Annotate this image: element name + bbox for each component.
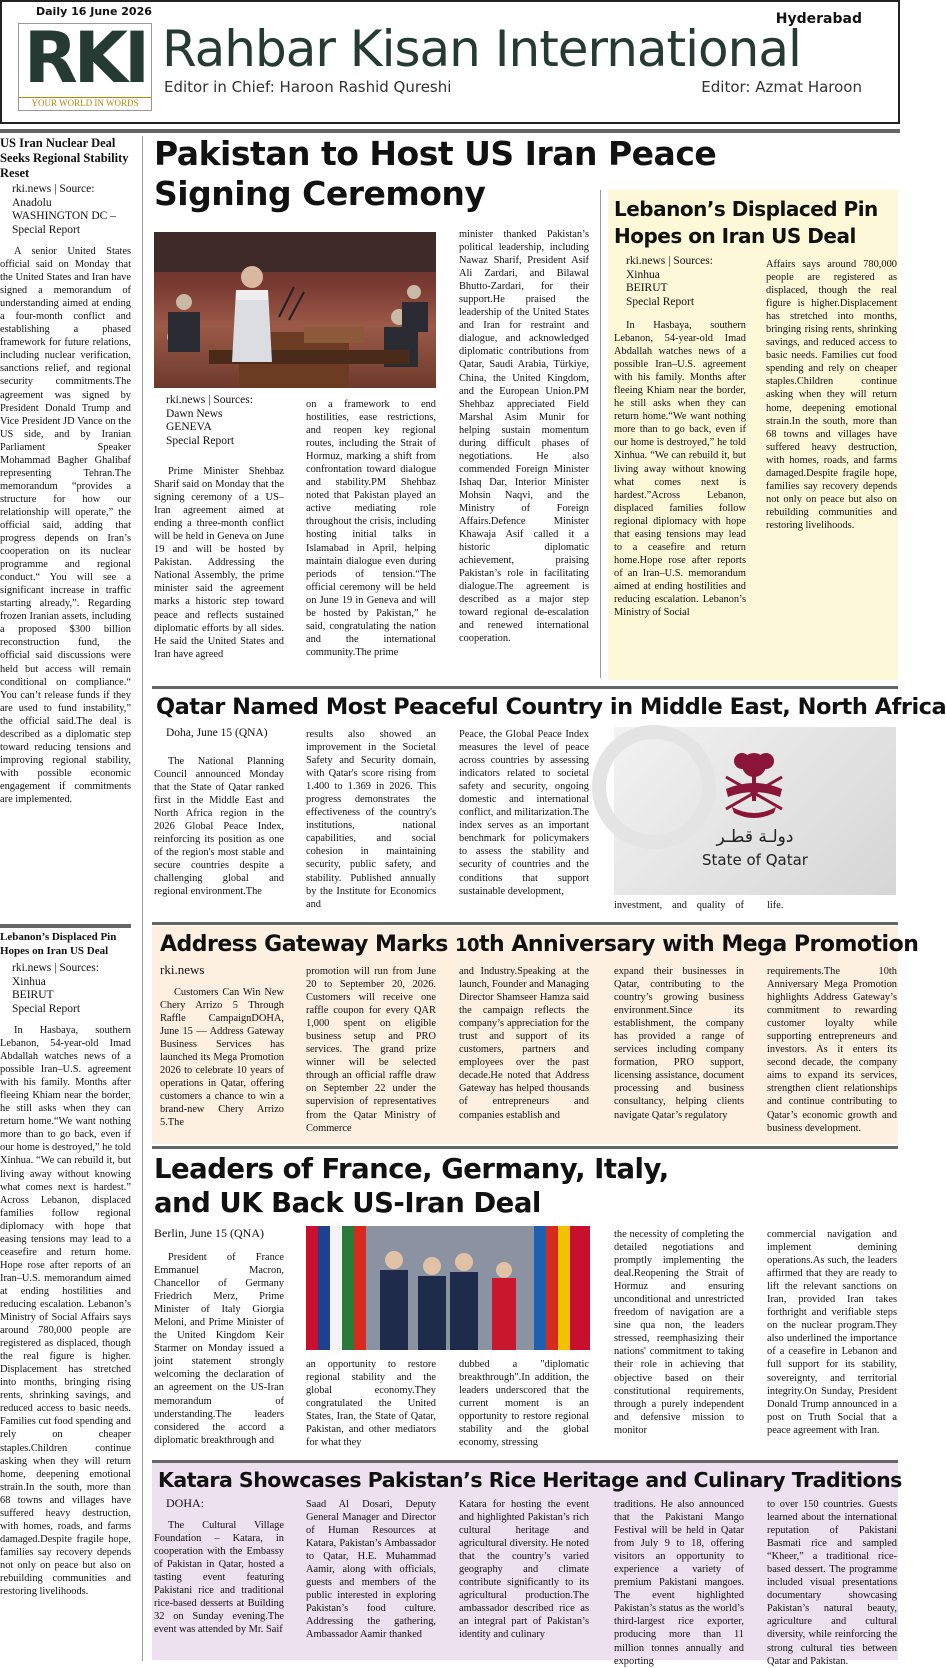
qatar-col-1 (154, 727, 284, 919)
leaders-body-3: dubbed a "diplomatic breakthrough".In addition, the leaders underscored that the current moment is an opportunity to restore regional stability and the global economy, stressing (459, 1359, 589, 1449)
gateway-body-2: promotion will run from June 20 to September 20, 2026. Customers will receive one raffle coupon for every QAR 1,000 spent on eligible business setup and PRO services. The grand prize winner will be selected through an official raffle draw on September 22 under the supervision of representatives from the Qatar Ministry of Commerce (306, 966, 436, 1134)
gateway-body-5: requirements.The 10th Anniversary Mega Promotion highlights Address Gateway’s commitment to rewarding customer loyalty while supporting entrepreneurs and investors. As it enters its second decade, the company aims to expand its services, strengthen client relationships and continue contributing to Qatar’s economic growth and business development. (767, 966, 897, 1134)
katara-body-4: traditions. He also announced that the Pakistani Mango Festival will be held in Qatar from July 9 to 18, offering visitors an opportunity to experience a variety of premium Pakistani mangoes. The event highlighted Pakistan’s status as the world’s third-largest rice exporter, producing more than 11 million tonnes annually and exporting (614, 1499, 744, 1667)
qatar-col-2 (306, 728, 436, 919)
qatar-body-5: life. (767, 900, 784, 911)
gateway-body-3: and Industry.Speaking at the launch, Founder and Managing Director Shamseer Hamza said the campaign reflects the company’s appreciation for the trust and support of its customers, partners and employees over the past decade.He noted that Address Gateway has helped thousands of entrepreneurs and companies establish and (459, 966, 589, 1121)
sidebar-body: In Hasbaya, southern Lebanon, 54-year-old Imad Abdallah watches news of a possible Iran–U.S. agreement with his family. Months after fleeing Khiam near the border, he still asks when they can return home.“We want nothing more than to go back, even if our home is destroyed,” he told Xinhua. “We can rebuild it, but living away without knowing what comes next is hardest.” Across Lebanon, displaced families follow regional diplomacy with hope that easing tensions may lead to a ceasefire and return home. Hope rose after reports of an Iran–U.S. memorandum aimed at ending hostilities and reducing escalation. Lebanon’s Ministry of Social Affairs says around 780,000 people are registered as displaced, though the real figure is higher. Displacement has stretched into months, bringing rising rents, shrinking savings, and reduced access to basic needs. Families cut food spending and rely on cheaper staples.Children continue asking when they will return home, deepening emotional strain.In the south, more than 68 towns and villages have suffered heavy destruction, with homes, roads, and farms damaged.Despite fragile hope, families say recovery depends not only on peace but also on rebuilding communities and restoring livelihoods. (0, 1025, 131, 1598)
gateway-body-1: Customers Can Win New Chery Arrizo 5 Through Raffle CampaignDOHA, June 15 — Address Gateway Business Services has launched its Mega Promotion 2026 to celebrate 10 years of operations in Qatar, offering customers a chance to win a brand-new Chery Arrizo 5.The (160, 987, 284, 1129)
leaders-meta: Berlin, June 15 (QNA) (154, 1226, 264, 1240)
sidebar-story-us-iran (0, 136, 131, 920)
logo (18, 17, 152, 111)
leaders-body-4: the necessity of completing the detailed negotiations and promptly implementing the deal.Reopening the Strait of Hormuz and ensuring unconditional and unrestricted freedom of navigation are a sine qua non, the leaders stressed, reemphasizing their nations' commitment to taking their role in achieving that objective based on their constitutional requirements, through a purely independent and defensive mission to monitor (614, 1229, 744, 1436)
lead-col-1 (154, 394, 284, 676)
city: Hyderabad (775, 11, 862, 27)
emblem-arabic: دولـة قطـر (716, 827, 794, 847)
qatar-body-3: Peace, the Global Peace Index measures the level of peace across countries by assessing indicators related to societal safety and security, ongoing domestic and international conflict, and militarization.The index serves as an important benchmark for policymakers to assess the stability and security of countries and the conditions that support sustainable development, (459, 729, 589, 897)
lebanon-body-2: Affairs says around 780,000 people are registered as displaced, though the real figure is higher.Displacement has stretched into months, bringing rising rents, shrinking savings, and reduced access to basic needs. Families cut food spending and rely on cheaper staples.Children continue asking when they will return home, deepening emotional strain.In the south, more than 68 towns and villages have suffered heavy destruction, with homes, roads, and farms damaged.Despite fragile hope, families say recovery depends not only on peace but also on rebuilding communities and restoring livelihoods. (766, 259, 897, 531)
leaders-col-2 (306, 1358, 436, 1458)
logo-tagline: YOUR WORLD IN WORDS (19, 97, 151, 108)
logo-text: RKI (23, 17, 147, 99)
gateway-headline-num: 10 (454, 935, 480, 956)
editor-in-chief: Editor in Chief: Haroon Rashid Qureshi (164, 78, 452, 96)
sidebar-headline: Lebanon’s Displaced Pin Hopes on Iran US Deal (0, 931, 117, 957)
gateway-headline-b: th Anniversary with Mega Promotion (479, 932, 919, 957)
gateway-body-4: expand their businesses in Qatar, contributing to the country’s growing business environment.Since its establishment, the company has provided a range of services including company formation, PRO support, licensing assistance, document processing and business consultancy, helping clients navigate Qatar’s regulatory (614, 966, 744, 1121)
paper-title: Rahbar Kisan International (162, 20, 801, 78)
qatar-col-4 (614, 899, 744, 915)
lebanon-body-1: In Hasbaya, southern Lebanon, 54-year-old Imad Abdallah watches news of a possible Iran–U.S. agreement with his family. Months after fleeing Khiam near the border, he still asks when they can return home.“We want nothing more than to go back, even if our home is destroyed,” he told Xinhua. “We can rebuild it, but living away without knowing what comes next is hardest.”Across Lebanon, displaced families follow regional diplomacy with hope that easing tensions may lead to a ceasefire and return home.Hope rose after reports of an Iran–U.S. memorandum aimed at ending hostilities and reducing escalation. Lebanon’s Ministry of Social (614, 320, 746, 619)
lebanon-headline: Lebanon’s Displaced Pin Hopes on Iran US Deal (614, 197, 878, 248)
katara-body-1: The Cultural Village Foundation – Katara, in cooperation with the Embassy of Pakistan in Qatar, hosted a tasting event featuring Pakistani rice and traditional rice-based desserts at Building 32 on Sunday evening.The event was attended by Mr. Saif (154, 1519, 284, 1635)
gateway-headline (160, 930, 919, 961)
lead-col-3 (459, 228, 589, 678)
lead-col-divider (600, 190, 601, 678)
sidebar-divider (142, 136, 143, 1661)
lead-headline: Pakistan to Host US Iran Peace Signing Ceremony (154, 134, 717, 213)
masthead-rule (0, 129, 900, 133)
katara-headline: Katara Showcases Pakistan’s Rice Heritage and Culinary Traditions (158, 1468, 902, 1492)
katara-col-2 (306, 1498, 436, 1659)
katara-body-3: Katara for hosting the event and highlighted Pakistan’s rich cultural heritage and agricultural diversity. He noted that the country’s varied geography and climate contribute significantly to its agricultural production.The ambassador described rice as an integral part of Pakistan’s identity and culinary (459, 1499, 589, 1641)
sidebar-meta: rki.news | Source: Anadolu WASHINGTON DC – Special Report (12, 183, 116, 236)
sidebar-headline: US Iran Nuclear Deal Seeks Regional Stability Reset (0, 136, 129, 180)
leaders-body-2: an opportunity to restore regional stability and the global economy.They congratulated the United States, Iran, the State of Qatar, Pakistan, and other mediators for what they (306, 1359, 436, 1449)
qatar-col-3 (459, 728, 589, 919)
section-rule-1 (152, 686, 898, 689)
qatar-body-2: results also showed an improvement in the Societal Safety and Security domain, with Qatar's score rising from 1.400 to 1.369 in 2026. This progress demonstrates the effectiveness of the country's institutions, national capabilities, and social cohesion in maintaining security, public safety, and stability. Published annually by the Institute for Economics and (306, 729, 436, 910)
leaders-photo (306, 1226, 590, 1350)
lead-body-3: minister thanked Pakistan’s political leadership, including Nawaz Sharif, President Asif Ali Zardari, and Bilawal Bhutto-Zardari, for their support.He praised the leadership of the United States and Iran for restraint and dialogue, and acknowledged diplomatic contributions from Qatar, Saudi Arabia, Türkiye, China, the United Kingdom, and the European Union.PM Shehbaz appreciated Field Marshal Asim Munir for helping sustain momentum during difficult phases of negotiations. He also commended Foreign Minister Ishaq Dar, Interior Minister Mohsin Naqvi, and the Ministry of Foreign Affairs.Defence Minister Khawaja Asif called it a historic diplomatic achievement, praising Pakistan’s role in facilitating dialogue.The agreement is described as a major step toward regional de-escalation and renewed international cooperation. (459, 229, 589, 645)
qatar-meta: Doha, June 15 (QNA) (166, 727, 268, 739)
leaders-col-5 (767, 1228, 897, 1456)
lead-photo (154, 232, 436, 388)
gateway-meta: rki.news (160, 962, 205, 977)
masthead (0, 0, 900, 124)
lebanon-col-1 (614, 255, 746, 679)
emblem-english: State of Qatar (702, 851, 808, 869)
sidebar-story-lebanon (0, 930, 131, 1660)
leaders-headline: Leaders of France, Germany, Italy, and UK Back US-Iran Deal (154, 1153, 669, 1219)
katara-meta: DOHA: (166, 1496, 204, 1510)
lebanon-col-2 (766, 258, 897, 680)
lead-body-1: Prime Minister Shehbaz Sharif said on Monday that the signing ceremony of a US–Iran agreement aimed at ending a three-month conflict will be held in Geneva on June 19 and will be hosted by Pakistan. Addressing the National Assembly, the prime minister said the agreement marks a historic step toward peace and reflects sustained diplomatic efforts by all sides. He said the United States and Iran have agreed (154, 466, 284, 660)
qatar-emblem-image (614, 727, 896, 895)
katara-body-2: Saad Al Dosari, Deputy General Manager and Director of Human Resources at Katara, Pakistan’s Ambassador to Qatar, H.E. Muhammad Aamir, along with officials, guests and members of the public interested in exploring Pakistan’s food culture. Addressing the gathering, Ambassador Aamir thanked (306, 1499, 436, 1641)
editor: Editor: Azmat Haroon (701, 78, 862, 96)
lead-col-2 (306, 398, 436, 676)
katara-col-3 (459, 1498, 589, 1659)
lead-body-2: on a framework to end hostilities, ease restrictions, and reopen key regional routes, including the Strait of Hormuz, marking a shift from confrontation toward dialogue and stability.PM Shehbaz noted that Pakistan played an active mediating role throughout the crisis, including hosting initial talks in Islamabad in April, helping maintain dialogue even during periods of tension.“The official ceremony will be held on June 19 in Geneva and will be hosted by Pakistan,” he said, congratulating the nation and the international community.The prime (306, 399, 436, 658)
leaders-col-3 (459, 1358, 589, 1458)
gateway-headline-a: Address Gateway Marks (160, 932, 455, 957)
section-rule-3 (152, 1146, 898, 1149)
lebanon-meta: rki.news | Sources: Xinhua BEIRUT Special Report (626, 255, 713, 308)
qatar-body-4: investment, and quality of (614, 900, 744, 911)
leaders-col-1 (154, 1226, 284, 1456)
gateway-col-5 (767, 965, 897, 1142)
gateway-col-4 (614, 965, 744, 1142)
gateway-col-1 (160, 962, 284, 1142)
gateway-col-2 (306, 965, 436, 1142)
leaders-col-4 (614, 1228, 744, 1456)
qatar-col-5 (767, 899, 897, 915)
katara-col-5 (767, 1498, 897, 1667)
section-rule-2 (152, 922, 898, 925)
katara-col-4 (614, 1498, 744, 1667)
katara-col-1 (154, 1497, 284, 1659)
sidebar-body: A senior United States official said on Monday that the United States and Iran have signed a memorandum of understanding aimed at ending a four-month conflict and establishing a phased framework for future relations, including nuclear verification, sanctions relief, and regional security commitments.The agreement was signed by President Donald Trump and Vice President JD Vance on the US side, and by Iranian Parliament Speaker Mohammad Bagher Ghalibaf representing Tehran.The memorandum “provides a structure for how our relationship will operate,” the official said, adding that progress depends on Iran’s cooperation on its nuclear programme and regional conduct.“ You will see a significant increase in traffic starting already,”. Regarding frozen Iranian assets, including a proposed $300 billion reconstruction fund, the official said discussions were held but access will remain conditional on compliance.“ You can’t release funds if they are used to fund instability,” the official said.The deal is described as a diplomatic step toward reducing tensions and improving regional stability, with possible economic engagement if commitments are implemented. (0, 246, 131, 805)
issue-date: Daily 16 June 2026 (36, 5, 152, 18)
lead-meta: rki.news | Sources: Dawn News GENEVA Special Report (166, 394, 253, 447)
qatar-body-1: The National Planning Council announced Monday that the State of Qatar ranked first in the Middle East and North Africa region in the 2026 Global Peace Index, reinforcing its position as one of the region's most stable and secure countries despite a challenging global and regional environment.The (154, 755, 284, 897)
katara-body-5: to over 150 countries. Guests learned about the international reputation of Pakistani Basmati rice and sampled “Kheer,” a traditional rice-based dessert. The programme included visual presentations documentary showcasing Pakistan’s natural beauty, agriculture and cultural diversity, while reinforcing the strong cultural ties between Qatar and Pakistan. (767, 1499, 897, 1667)
sidebar-meta: rki.news | Sources: Xinhua BEIRUT Special Report (12, 962, 99, 1015)
leaders-body-5: commercial navigation and implement demining operations.As such, the leaders affirmed that they are ready to lift the relevant sanctions on Iran, provided Iran takes forthright and verifiable steps on the nuclear program.They also underlined the importance of a ceasefire in Lebanon and full support for its stability, sovereignty, and territorial integrity.On Sunday, President Donald Trump announced in a post on Truth Social that a peace agreement with Iran. (767, 1229, 897, 1436)
leaders-body-1: President of France Emmanuel Macron, Chancellor of Germany Friedrich Merz, Prime Minister of Italy Giorgia Meloni, and Prime Minister of the United Kingdom Keir Starmer on Monday issued a joint statement strongly welcoming the declaration of an agreement on the US-Iran memorandum of understanding.The leaders considered the accord a diplomatic breakthrough and (154, 1252, 284, 1446)
qatar-headline: Qatar Named Most Peaceful Country in Middle East, North Africa (156, 694, 946, 720)
gateway-col-3 (459, 965, 589, 1142)
sidebar-story-rule (0, 924, 131, 928)
